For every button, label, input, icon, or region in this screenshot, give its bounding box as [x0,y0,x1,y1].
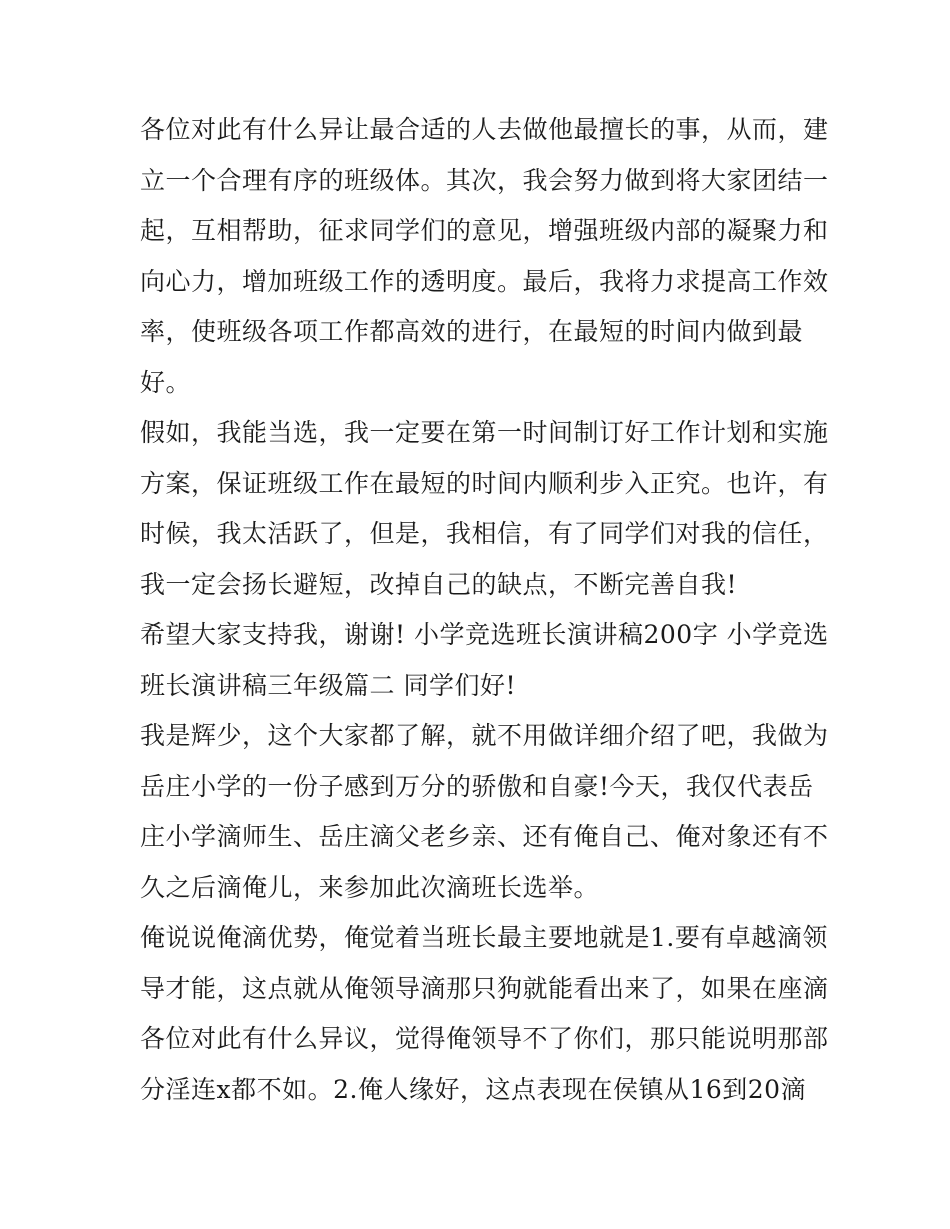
text-line: 庄小学滴师生、岳庄滴父老乡亲、还有俺自己、俺对象还有不 [140,822,829,851]
text-line: 导才能，这点就从俺领导滴那只狗就能看出来了，如果在座滴 [140,973,829,1003]
text-line: 率，使班级各项工作都高效的进行，在最短的时间内做到最 [140,317,804,346]
text-line: 分淫连x都不如。2.俺人缘好，这点表现在侯镇从16到20滴 [140,1074,807,1104]
text-line: 好。 [140,367,192,397]
text-line: 我一定会扬长避短，改掉自己的缺点，不断完善自我! [140,569,738,599]
text-line: 岳庄小学的一份子感到万分的骄傲和自豪!今天，我仅代表岳 [140,771,814,801]
text-line: 各位对此有什么异让最合适的人去做他最擅长的事，从而，建 [140,115,829,144]
text-line: 假如，我能当选，我一定要在第一时间制订好工作计划和实施 [140,418,829,447]
text-line: 各位对此有什么异议，觉得俺领导不了你们，那只能说明那部 [140,1024,829,1053]
text-line: 班长演讲稿三年级篇二 同学们好! [140,670,516,700]
text-line: 向心力，增加班级工作的透明度。最后，我将力求提高工作效 [140,266,829,296]
text-line: 久之后滴俺儿，来参加此次滴班长选举。 [140,872,600,902]
text-line: 俺说说俺滴优势，俺觉着当班长最主要地就是1.要有卓越滴领 [140,923,828,952]
text-line: 时候，我太活跃了，但是，我相信，有了同学们对我的信任， [140,519,829,548]
text-line: 起，互相帮助，征求同学们的意见，增强班级内部的凝聚力和 [140,216,829,245]
text-line: 希望大家支持我，谢谢! 小学竞选班长演讲稿200字 小学竞选 [140,620,829,649]
text-line: 立一个合理有序的班级体。其次，我会努力做到将大家团结一 [140,165,829,195]
text-line: 我是辉少，这个大家都了解，就不用做详细介绍了吧，我做为 [140,721,829,750]
document-body [140,108,829,1118]
text-line: 方案，保证班级工作在最短的时间内顺利步入正究。也许，有 [140,468,829,498]
